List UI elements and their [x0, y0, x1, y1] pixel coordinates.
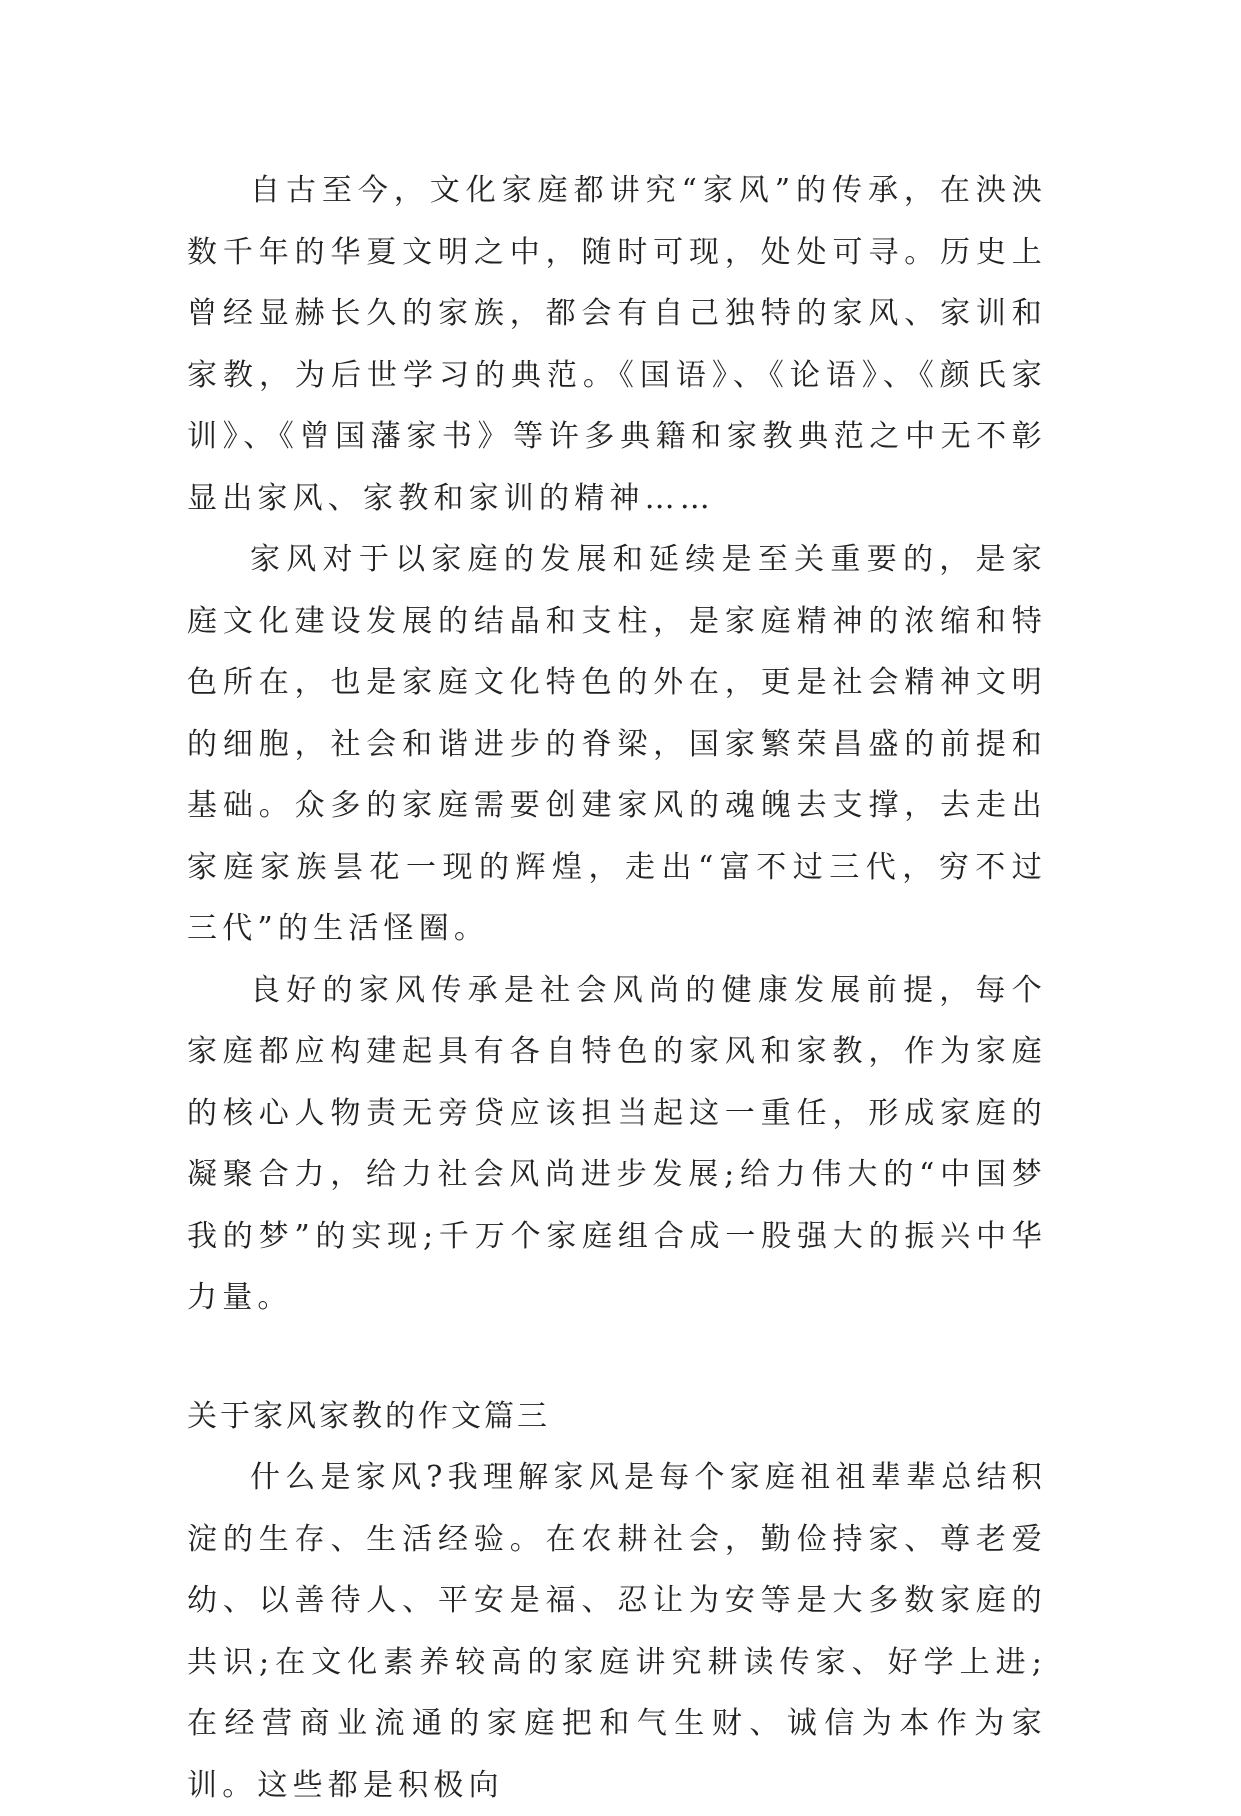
paragraph-what-is-family-tradition: 什么是家风?我理解家风是每个家庭祖祖辈辈总结积淀的生存、生活经验。在农耕社会，勤俭持家、尊老爱幼、以善待人、平安是福、忍让为安等是大多数家庭的共识;在文化素养较高的家庭讲究耕读传家、好学上进;在经营商业流通的家庭把和气生财、诚信为本作为家训。这些都是积极向 [187, 1460, 1047, 1803]
paragraph-family-tradition-inheritance: 良好的家风传承是社会风尚的健康发展前提，每个家庭都应构建起具有各自特色的家风和家教，作为家庭的核心人物责无旁贷应该担当起这一重任，形成家庭的凝聚合力，给力社会风尚进步发展;给力伟大的“中国梦我的梦”的实现;千万个家庭组合成一股强大的振兴中华力量。 [187, 972, 1047, 1315]
document-body [187, 160, 1047, 1816]
paragraph-family-tradition-importance: 家风对于以家庭的发展和延续是至关重要的，是家庭文化建设发展的结晶和支柱，是家庭精神的浓缩和特色所在，也是家庭文化特色的外在，更是社会精神文明的细胞，社会和谐进步的脊梁，国家繁荣昌盛的前提和基础。众多的家庭需要创建家风的魂魄去支撑，去走出家庭家族昙花一现的辉煌，走出“富不过三代，穷不过三代”的生活怪圈。 [187, 542, 1047, 946]
paragraph-family-tradition-history: 自古至今，文化家庭都讲究“家风”的传承，在泱泱数千年的华夏文明之中，随时可现，处处可寻。历史上曾经显赫长久的家族，都会有自己独特的家风、家训和家教，为后世学习的典范。《国语》、《论语》、《颜氏家训》、《曾国藩家书》等许多典籍和家教典范之中无不彰显出家风、家教和家训的精神…… [187, 173, 1047, 516]
section-heading: 关于家风家教的作文篇三 [187, 1398, 550, 1434]
